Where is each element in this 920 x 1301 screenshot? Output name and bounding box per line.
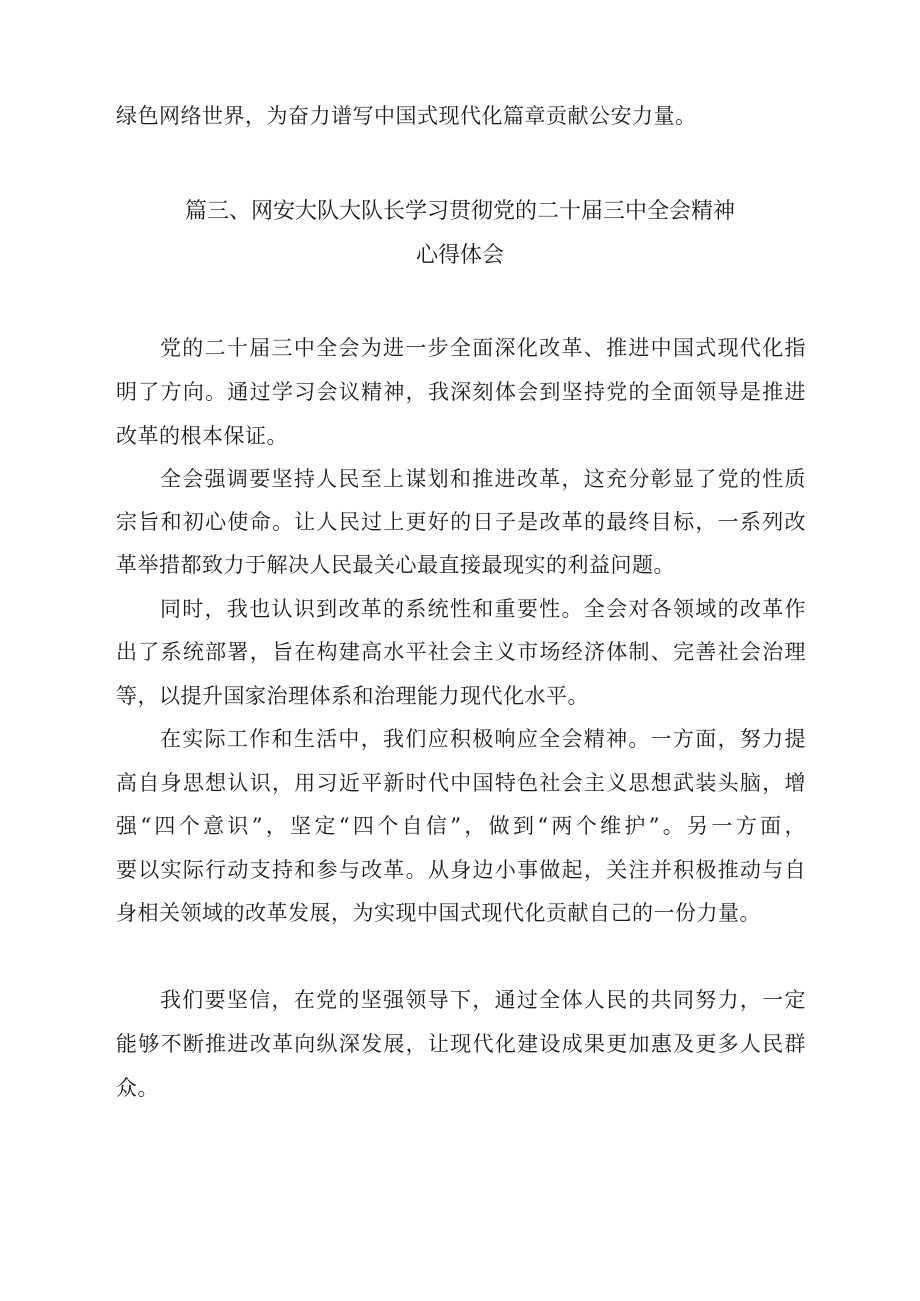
previous-section-fragment: 绿色网络世界，为奋力谱写中国式现代化篇章贡献公安力量。 (116, 104, 697, 128)
paragraph-4-line-1: 在实际工作和生活中，我们应积极响应全会精神。一方面，努力提 (160, 727, 806, 751)
paragraph-2-line-3: 革举措都致力于解决人民最关心最直接最现实的利益问题。 (116, 553, 675, 577)
paragraph-5-line-3: 众。 (116, 1076, 159, 1100)
paragraph-1-line-3: 改革的根本保证。 (116, 424, 288, 448)
paragraph-5-line-2: 能够不断推进改革向纵深发展，让现代化建设成果更加惠及更多人民群 (116, 1032, 806, 1056)
section-title-line-1: 篇三、网安大队大队长学习贯彻党的二十届三中全会精神 (184, 199, 735, 224)
paragraph-2-line-1: 全会强调要坚持人民至上谋划和推进改革，这充分彰显了党的性质 (160, 467, 806, 491)
paragraph-4-line-3: 强“四个意识”，坚定“四个自信”，做到“两个维护”。另一方面， (116, 814, 806, 838)
paragraph-3-line-3: 等，以提升国家治理体系和治理能力现代化水平。 (116, 684, 589, 708)
paragraph-4-line-5: 身相关领域的改革发展，为实现中国式现代化贡献自己的一份力量。 (116, 901, 761, 925)
paragraph-4-line-2: 高自身思想认识，用习近平新时代中国特色社会主义思想武装头脑，增 (116, 771, 806, 795)
paragraph-1-line-2: 明了方向。通过学习会议精神，我深刻体会到坚持党的全面领导是推进 (116, 380, 806, 404)
paragraph-4-line-4: 要以实际行动支持和参与改革。从身边小事做起，关注并积极推动与自 (116, 858, 806, 882)
section-title-line-2: 心得体会 (415, 243, 504, 268)
paragraph-1-line-1: 党的二十届三中全会为进一步全面深化改革、推进中国式现代化指 (160, 336, 806, 360)
paragraph-5-line-1: 我们要坚信，在党的坚强领导下，通过全体人民的共同努力，一定 (160, 988, 806, 1012)
paragraph-2-line-2: 宗旨和初心使命。让人民过上更好的日子是改革的最终目标，一系列改 (116, 510, 806, 534)
paragraph-3-line-2: 出了系统部署，旨在构建高水平社会主义市场经济体制、完善社会治理 (116, 640, 806, 664)
paragraph-3-line-1: 同时，我也认识到改革的系统性和重要性。全会对各领域的改革作 (160, 597, 806, 621)
